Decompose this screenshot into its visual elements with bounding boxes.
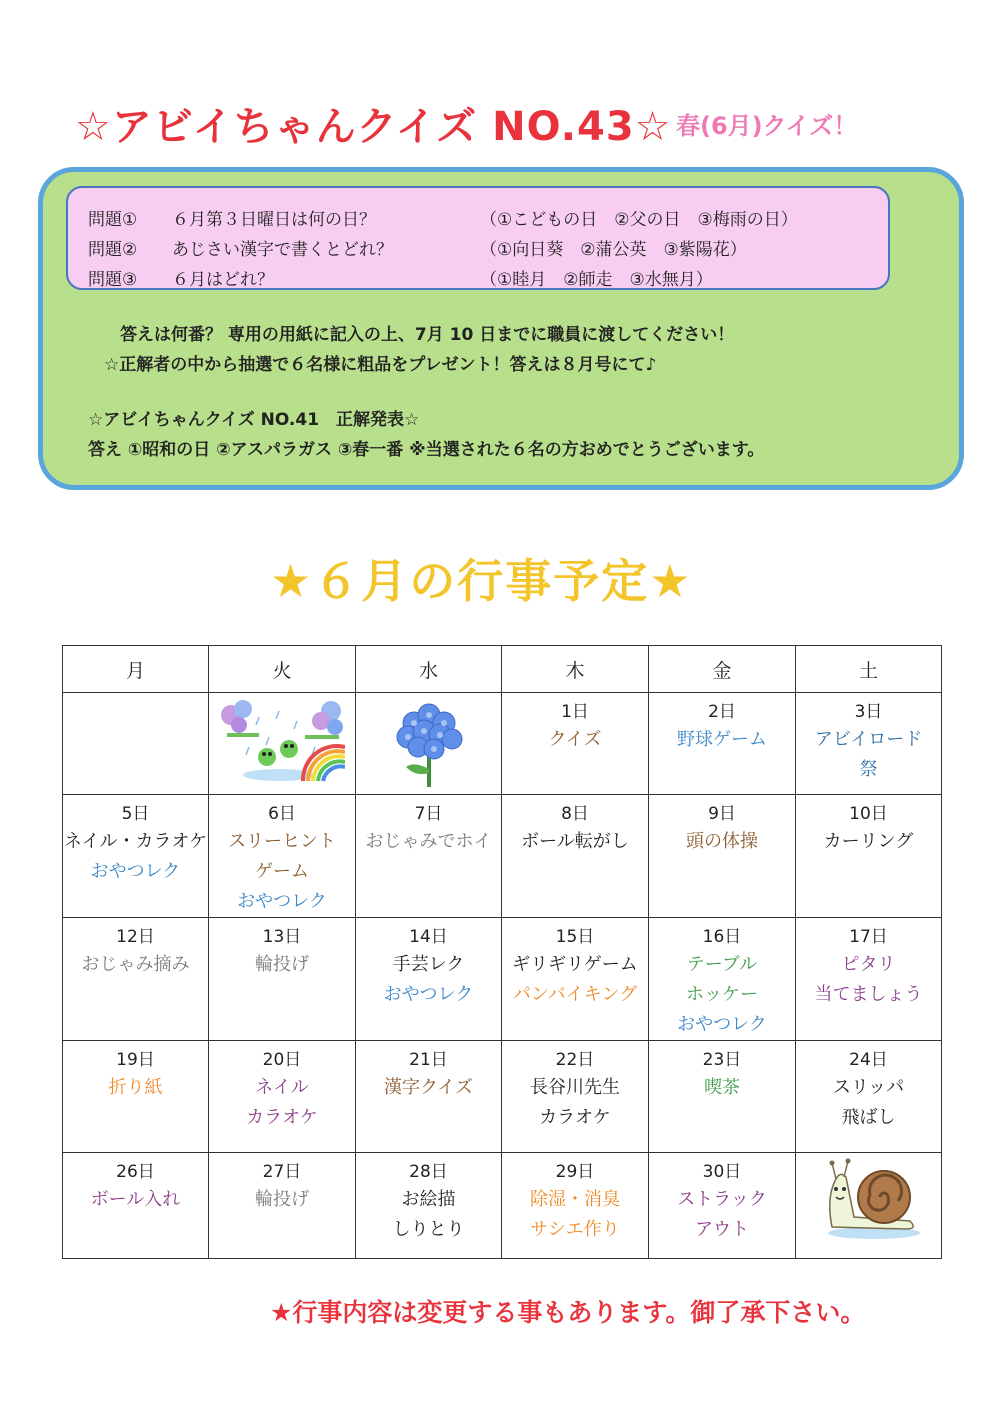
day-number: 23日 [702, 1050, 742, 1070]
question-2-text: あじさい漢字で書くとどれ？ [172, 240, 393, 260]
event-label: 除湿・消臭 [530, 1189, 620, 1210]
day-number: 16日 [702, 927, 742, 947]
question-3-label: 問題③ [88, 270, 138, 290]
day-number: 29日 [555, 1162, 595, 1182]
event-label: カーリング [823, 831, 914, 852]
calendar-day-cell [796, 1041, 942, 1153]
event-label: ピタリ [841, 954, 896, 975]
day-number: 14日 [409, 927, 448, 947]
event-label: ネイル [255, 1077, 309, 1098]
calendar-day-cell [649, 693, 796, 795]
day-number: 10日 [849, 804, 888, 824]
event-label: 頭の体操 [686, 831, 758, 852]
day-number: 3日 [854, 702, 883, 722]
event-label: ゲーム [255, 861, 309, 882]
calendar-week-row [63, 918, 942, 1041]
event-label: 漢字クイズ [384, 1077, 473, 1098]
rain-frogs-rainbow-illustration [209, 697, 355, 790]
event-label: カラオケ [539, 1107, 611, 1128]
day-number: 1日 [561, 702, 589, 722]
day-number: 15日 [555, 927, 595, 947]
calendar-day-cell [796, 795, 942, 918]
calendar-week-row [63, 693, 942, 795]
event-label: ボール入れ [90, 1189, 181, 1210]
calendar-day-cell [356, 1041, 502, 1153]
weekday-mon: 月 [63, 646, 209, 693]
event-label: しりとり [392, 1219, 465, 1240]
weekday-tue: 火 [209, 646, 356, 693]
day-number: 22日 [555, 1050, 595, 1070]
footer-note: ★行事内容は変更する事もあります。御了承下さい。 [270, 1298, 866, 1327]
calendar-day-cell [502, 795, 649, 918]
event-label: おやつレク [90, 861, 181, 882]
event-label: 当てましょう [814, 984, 923, 1005]
event-label: おやつレク [383, 984, 474, 1005]
calendar-day-cell [356, 1153, 502, 1259]
event-label: パンバイキング [512, 984, 638, 1005]
calendar-day-cell [63, 693, 209, 795]
calendar-day-cell [63, 1153, 209, 1259]
calendar-day-cell [356, 918, 502, 1041]
day-number: 19日 [116, 1050, 155, 1070]
calendar-day-cell [209, 693, 356, 795]
event-label: ホッケー [686, 984, 758, 1005]
weekday-wed: 水 [356, 646, 502, 693]
day-number: 8日 [561, 804, 589, 824]
event-label: クイズ [548, 729, 602, 750]
calendar-day-cell [356, 795, 502, 918]
calendar-day-cell [356, 693, 502, 795]
calendar-day-cell [796, 1153, 942, 1259]
quiz-instruction-1: 答えは何番？ 専用の用紙に記入の上、7月 10 日までに職員に渡してください！ [120, 325, 735, 345]
event-label: 輪投げ [255, 1189, 309, 1210]
quiz-subtitle: 春(6月)クイズ！ [676, 112, 858, 140]
question-1-label: 問題① [88, 210, 138, 230]
calendar-day-cell [502, 918, 649, 1041]
event-label: 折り紙 [108, 1077, 163, 1098]
hydrangea-illustration [356, 697, 501, 794]
event-label: 喫茶 [704, 1077, 740, 1098]
event-label: 飛ばし [841, 1107, 896, 1128]
calendar-day-cell [209, 918, 356, 1041]
event-label: ギリギリゲーム [512, 954, 638, 975]
event-label: お絵描 [401, 1189, 456, 1210]
calendar-day-cell [502, 1153, 649, 1259]
event-label: 野球ゲーム [677, 729, 767, 750]
question-1-choices: （①こどもの日 ②父の日 ③梅雨の日） [480, 210, 798, 230]
weekday-fri: 金 [649, 646, 796, 693]
event-label: おじゃみでホイ [365, 831, 492, 852]
event-label: スリッパ [832, 1077, 905, 1098]
event-label: アウト [695, 1219, 749, 1240]
question-1-text: ６月第３日曜日は何の日？ [172, 210, 376, 230]
event-label: ボール転がし [521, 831, 629, 852]
day-number: 24日 [849, 1050, 888, 1070]
event-label: スリーヒント [228, 831, 336, 852]
calendar-day-cell [502, 693, 649, 795]
day-number: 6日 [268, 804, 296, 824]
calendar-week-row [63, 1153, 942, 1259]
question-2-choices: （①向日葵 ②蒲公英 ③紫陽花） [480, 240, 747, 260]
day-number: 13日 [262, 927, 302, 947]
calendar-week-row [63, 795, 942, 918]
day-number: 5日 [121, 804, 150, 824]
day-number: 17日 [849, 927, 888, 947]
answer-title: ☆アビイちゃんクイズ NO.41 正解発表☆ [88, 410, 420, 430]
calendar-day-cell [63, 795, 209, 918]
weekday-thu: 木 [502, 646, 649, 693]
event-label: ストラック [677, 1189, 767, 1210]
calendar-day-cell [796, 918, 942, 1041]
calendar-day-cell [649, 795, 796, 918]
calendar-day-cell [796, 693, 942, 795]
calendar-week-row [63, 1041, 942, 1153]
calendar-day-cell [209, 795, 356, 918]
weekday-sat: 土 [796, 646, 942, 693]
day-number: 26日 [116, 1162, 155, 1182]
event-label: おやつレク [237, 891, 327, 912]
event-label: カラオケ [246, 1107, 318, 1128]
calendar-day-cell [209, 1153, 356, 1259]
question-3-text: ６月はどれ？ [172, 270, 274, 290]
day-number: 12日 [116, 927, 155, 947]
calendar-day-cell [649, 1153, 796, 1259]
day-number: 2日 [708, 702, 736, 722]
event-label: 長谷川先生 [530, 1077, 620, 1098]
calendar-day-cell [502, 1041, 649, 1153]
event-label: 手芸レク [392, 954, 465, 975]
calendar-day-cell [63, 1041, 209, 1153]
day-number: 30日 [702, 1162, 742, 1182]
day-number: 21日 [409, 1050, 448, 1070]
event-label: 祭 [859, 759, 878, 780]
quiz-instruction-2: ☆正解者の中から抽選で６名様に粗品をプレゼント！答えは８月号にて♪ [104, 355, 657, 375]
event-label: テーブル [686, 954, 758, 975]
question-2-label: 問題② [88, 240, 138, 260]
quiz-title: ☆アビイちゃんクイズ NO.43☆ [75, 104, 672, 150]
event-label: 輪投げ [255, 954, 309, 975]
calendar-day-cell [649, 918, 796, 1041]
event-label: アビイロード [814, 729, 923, 750]
event-label: サシエ作り [530, 1219, 620, 1240]
day-number: 7日 [414, 804, 443, 824]
schedule-title: ★６月の行事予定★ [270, 554, 693, 608]
event-calendar [62, 645, 942, 1259]
calendar-day-cell [63, 918, 209, 1041]
event-label: ネイル・カラオケ [63, 831, 208, 852]
event-label: おじゃみ摘み [81, 954, 190, 975]
weekday-header-row [63, 646, 942, 693]
day-number: 20日 [262, 1050, 302, 1070]
answer-text: 答え ①昭和の日 ②アスパラガス ③春一番 ※当選された６名の方おめでとうございます。 [88, 440, 765, 460]
calendar-day-cell [209, 1041, 356, 1153]
snail-illustration [796, 1157, 941, 1246]
day-number: 9日 [708, 804, 736, 824]
day-number: 27日 [262, 1162, 302, 1182]
day-number: 28日 [409, 1162, 448, 1182]
question-3-choices: （①睦月 ②師走 ③水無月） [480, 270, 713, 290]
calendar-day-cell [649, 1041, 796, 1153]
event-label: おやつレク [677, 1014, 767, 1035]
